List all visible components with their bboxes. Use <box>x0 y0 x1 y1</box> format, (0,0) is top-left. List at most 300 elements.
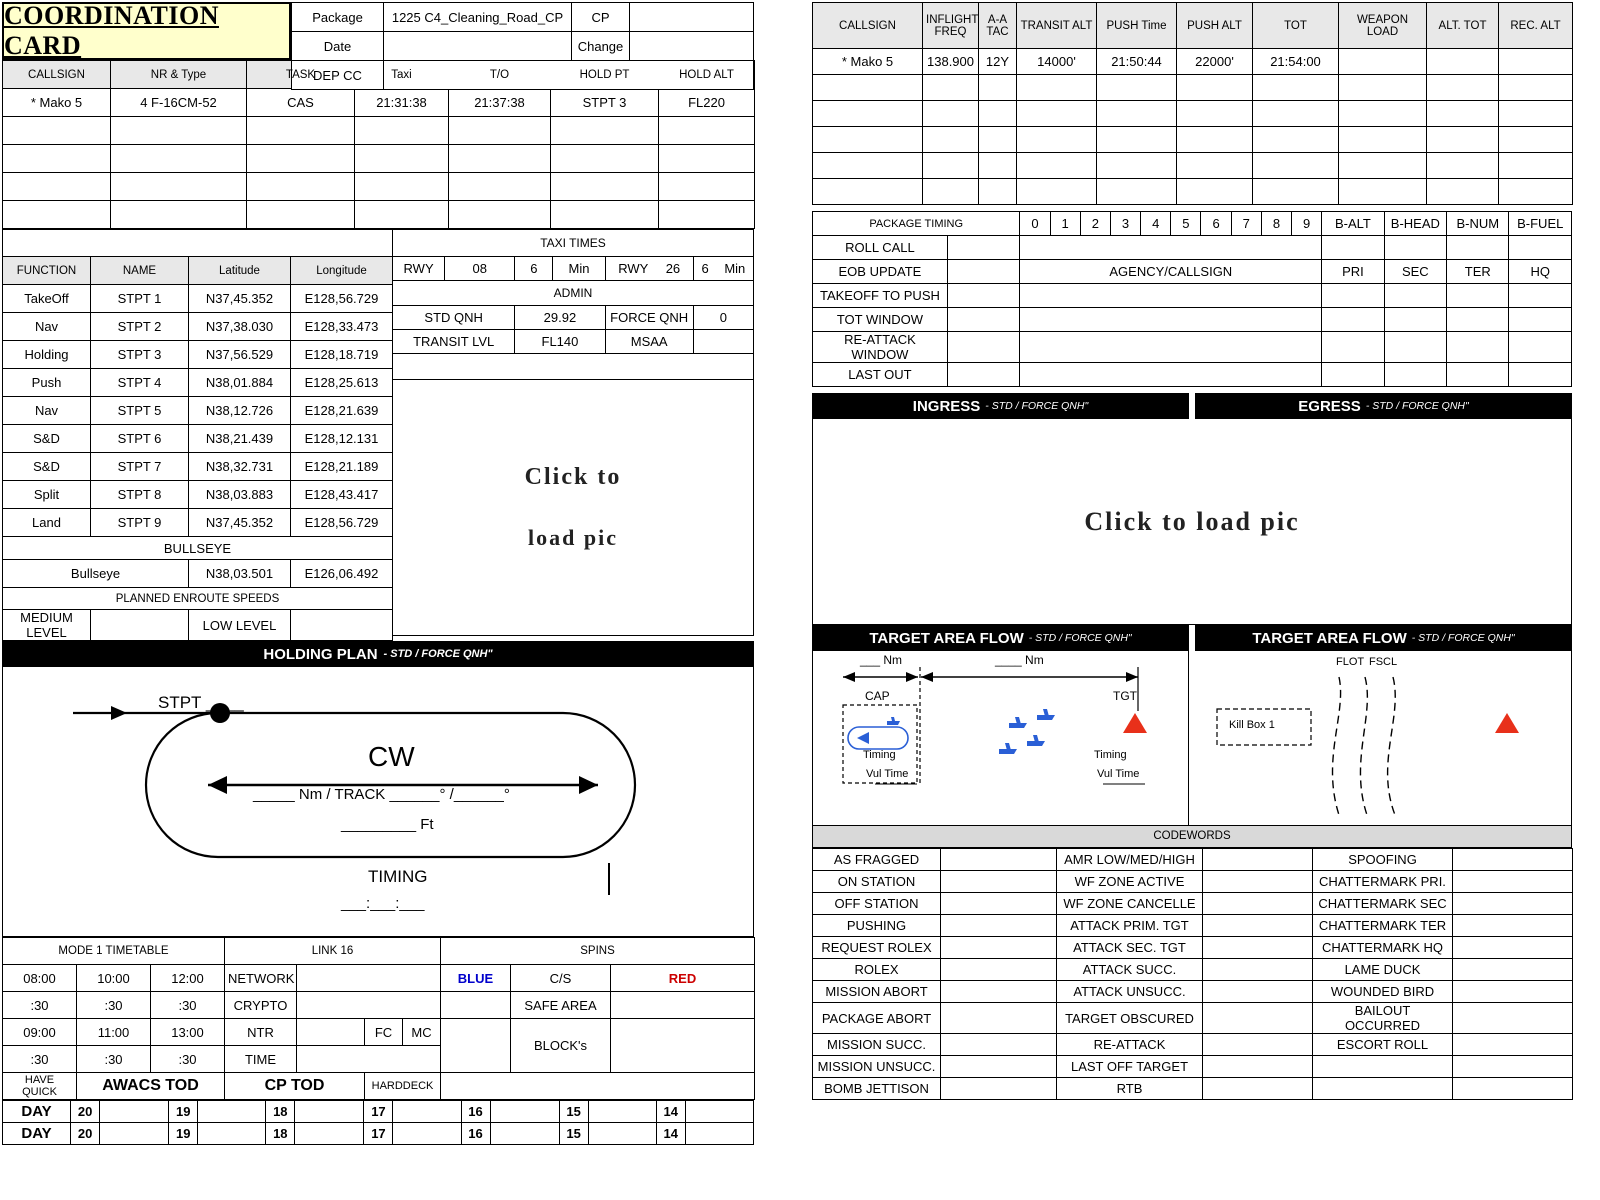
codeword-label: REQUEST ROLEX <box>813 937 941 959</box>
taf-nm1-label: ___ Nm <box>860 653 903 667</box>
taf-nm2-label: ____ Nm <box>995 653 1044 667</box>
cell-lon[interactable]: E128,25.613 <box>291 369 393 397</box>
cell-push-alt[interactable]: 22000' <box>1177 49 1253 75</box>
date-label: Date <box>292 32 384 61</box>
cell-callsign[interactable]: * Mako 5 <box>813 49 923 75</box>
codeword-label: ON STATION <box>813 871 941 893</box>
target-area-flow-diagrams[interactable] <box>812 651 1572 826</box>
table-row[interactable] <box>3 201 755 229</box>
ingress-title-bar <box>812 393 1189 419</box>
cell-name[interactable]: STPT 1 <box>91 285 189 313</box>
agency-pri: PRI <box>1322 260 1384 284</box>
cell-lon[interactable]: E128,56.729 <box>291 285 393 313</box>
change-label: Change <box>572 32 630 61</box>
holding-timing-label: TIMING <box>368 867 428 886</box>
day-label: DAY <box>3 1101 71 1123</box>
rwy2-min-group[interactable] <box>693 257 753 281</box>
codewords-title: CODEWORDS <box>1153 830 1231 842</box>
table-row[interactable] <box>3 117 755 145</box>
holding-nm-track-label: _____ Nm / TRACK ______° /______° <box>253 786 510 803</box>
day-value[interactable]: 17 <box>364 1101 393 1123</box>
std-qnh-value[interactable]: 29.92 <box>515 306 605 330</box>
pkg-row-roll-call[interactable] <box>813 236 1572 260</box>
codeword-label: WF ZONE ACTIVE <box>1057 871 1203 893</box>
mode1-title: MODE 1 TIMETABLE <box>3 938 225 965</box>
table-row[interactable] <box>3 89 755 117</box>
codeword-row[interactable] <box>813 1078 1573 1100</box>
col-inflight-freq: INFLIGHT FREQ <box>923 3 979 49</box>
cell-bullseye-label[interactable]: Bullseye <box>3 560 189 588</box>
admin-row-qnh[interactable] <box>393 306 754 330</box>
cell-tot[interactable]: 21:54:00 <box>1253 49 1339 75</box>
bottom-row-1[interactable] <box>3 965 755 992</box>
rwy1-label: RWY <box>393 257 445 281</box>
taf-vultime1-label: Vul Time <box>866 768 909 780</box>
taf-vultime2-label: Vul Time <box>1097 768 1140 780</box>
cell-rec-alt[interactable] <box>1499 49 1573 75</box>
link16-ntr-value[interactable] <box>297 1019 365 1046</box>
day-value[interactable]: 15 <box>559 1123 588 1145</box>
cell-hold-pt[interactable]: STPT 3 <box>551 89 659 117</box>
reform-subtitle: - STD / FORCE QNH" <box>597 363 691 375</box>
day-value[interactable]: 14 <box>656 1123 685 1145</box>
cell-push-time[interactable]: 21:50:44 <box>1097 49 1177 75</box>
reform-title: REFORM PLAN RTB <box>455 358 589 375</box>
spins-red-label: RED <box>611 965 755 992</box>
day-value[interactable]: 16 <box>461 1123 490 1145</box>
cell-lat[interactable]: N37,38.030 <box>189 313 291 341</box>
cell-function[interactable]: Nav <box>3 313 91 341</box>
spins-blocks-left[interactable] <box>441 1019 511 1073</box>
codeword-label: MISSION SUCC. <box>813 1034 941 1056</box>
pkg-row-takeoff[interactable] <box>813 284 1572 308</box>
harddeck-label: HARDDECK <box>365 1073 441 1100</box>
taf-right-svg <box>1189 651 1571 824</box>
day-row-1[interactable] <box>3 1101 754 1123</box>
col-name: NAME <box>91 257 189 285</box>
codeword-label: PUSHING <box>813 915 941 937</box>
admin-row-transit[interactable] <box>393 330 754 354</box>
cell-medium-level-label: MEDIUM LEVEL <box>3 610 91 641</box>
cell-function[interactable]: Split <box>3 481 91 509</box>
pkg-timing-num: 9 <box>1292 212 1322 236</box>
taxi-times-table <box>392 229 754 380</box>
std-qnh-label: STD QNH <box>393 306 515 330</box>
col-callsign: CALLSIGN <box>3 61 111 89</box>
link16-network-value[interactable] <box>297 965 441 992</box>
left-panel <box>2 2 754 1178</box>
col-alt-tot: ALT. TOT <box>1427 3 1499 49</box>
cell-name[interactable]: STPT 8 <box>91 481 189 509</box>
taf-killbox-label: Kill Box 1 <box>1229 719 1275 731</box>
cell-name[interactable]: STPT 2 <box>91 313 189 341</box>
day-row-2[interactable] <box>3 1123 754 1145</box>
link16-ntr-label: NTR <box>225 1019 297 1046</box>
rwy1-min-label: Min <box>553 257 605 281</box>
cell-aa-tac[interactable]: 12Y <box>979 49 1017 75</box>
holding-direction-label: CW <box>368 741 415 772</box>
mode1-cell[interactable]: 09:00 <box>3 1019 77 1046</box>
table-row[interactable] <box>3 145 755 173</box>
mode1-cell[interactable]: :30 <box>3 1046 77 1073</box>
cell-function[interactable]: S&D <box>3 425 91 453</box>
codeword-label: ROLEX <box>813 959 941 981</box>
codeword-label: LAME DUCK <box>1313 959 1453 981</box>
cell-lon[interactable]: E128,56.729 <box>291 509 393 537</box>
target-area-flow-bar <box>812 625 1572 651</box>
cell-name[interactable]: STPT 7 <box>91 453 189 481</box>
link16-mc-label: MC <box>403 1019 441 1046</box>
day-value[interactable]: 17 <box>364 1123 393 1145</box>
codeword-label: LAST OFF TARGET <box>1057 1056 1203 1078</box>
taf-left-diagram[interactable] <box>813 651 1189 825</box>
taf-left-svg <box>813 651 1189 824</box>
route-row[interactable] <box>3 425 393 453</box>
pkg-timing-num: 2 <box>1080 212 1110 236</box>
change-value[interactable] <box>630 32 754 61</box>
mode1-cell[interactable]: 11:00 <box>77 1019 151 1046</box>
codeword-label: OFF STATION <box>813 893 941 915</box>
taf-right-diagram[interactable] <box>1189 651 1571 825</box>
mission-detail-table <box>812 2 1573 205</box>
bottom-row-2[interactable] <box>3 992 755 1019</box>
codeword-label: WOUNDED BIRD <box>1313 981 1453 1003</box>
link16-time-value[interactable] <box>297 1046 441 1073</box>
cell-bullseye-lon[interactable]: E126,06.492 <box>291 560 393 588</box>
cell-low-level-value[interactable] <box>291 610 393 641</box>
mode1-cell[interactable]: 08:00 <box>3 965 77 992</box>
day-value[interactable]: 18 <box>266 1123 295 1145</box>
codeword-label: CHATTERMARK SEC <box>1313 893 1453 915</box>
awacs-tod-label: AWACS TOD <box>77 1073 225 1100</box>
cell-function[interactable]: Nav <box>3 397 91 425</box>
cell-medium-level-value[interactable] <box>91 610 189 641</box>
col-aa-tac: A-A TAC <box>979 3 1017 49</box>
holding-plan-title-bar <box>2 641 754 667</box>
link16-title: LINK 16 <box>225 938 441 965</box>
codeword-label: CHATTERMARK PRI. <box>1313 871 1453 893</box>
cell-low-level-label: LOW LEVEL <box>189 610 291 641</box>
mission-row[interactable] <box>813 49 1573 75</box>
day-value[interactable]: 18 <box>266 1101 295 1123</box>
route-row[interactable] <box>3 481 393 509</box>
cell-function[interactable]: TakeOff <box>3 285 91 313</box>
bullseye-row[interactable] <box>3 560 393 588</box>
mode1-cell[interactable]: :30 <box>77 992 151 1019</box>
pkg-row-last-out[interactable] <box>813 363 1572 387</box>
mission-row[interactable] <box>813 127 1573 153</box>
spins-blue-label: BLUE <box>441 965 511 992</box>
bottom-tables <box>2 937 755 1100</box>
codeword-row[interactable] <box>813 981 1573 1003</box>
taf-flot-label: FLOT <box>1336 656 1365 668</box>
spins-title: SPINS <box>441 938 755 965</box>
codeword-row[interactable] <box>813 1003 1573 1034</box>
cell-bullseye-lat[interactable]: N38,03.501 <box>189 560 291 588</box>
route-title: ROUTE <box>3 230 393 257</box>
msaa-value[interactable] <box>693 330 753 354</box>
taxi-title: TAXI TIMES <box>393 230 754 257</box>
link16-crypto-value[interactable] <box>297 992 441 1019</box>
codeword-label: AS FRAGGED <box>813 849 941 871</box>
pkg-row-reattack-window[interactable] <box>813 332 1572 363</box>
taf-timing2-label: Timing <box>1094 749 1127 761</box>
cell-to[interactable]: 21:37:38 <box>449 89 551 117</box>
mode1-cell[interactable]: 12:00 <box>151 965 225 992</box>
day-value[interactable]: 14 <box>656 1101 685 1123</box>
route-row[interactable] <box>3 397 393 425</box>
cell-lat[interactable]: N37,56.529 <box>189 341 291 369</box>
cell-task[interactable]: CAS <box>247 89 355 117</box>
taf-right-title: TARGET AREA FLOW <box>1252 629 1407 647</box>
holding-subtitle: - STD / FORCE QNH" <box>383 648 493 660</box>
mission-row[interactable] <box>813 179 1573 205</box>
codeword-label <box>1313 1056 1453 1078</box>
codeword-label: BOMB JETTISON <box>813 1078 941 1100</box>
page-title: COORDINATION CARD <box>4 1 219 60</box>
agency-ter: TER <box>1447 260 1509 284</box>
codeword-label: ESCORT ROLL <box>1313 1034 1453 1056</box>
codeword-label: RE-ATTACK <box>1057 1034 1203 1056</box>
cell-name[interactable]: STPT 4 <box>91 369 189 397</box>
route-row[interactable] <box>3 313 393 341</box>
codeword-label: ATTACK SEC. TGT <box>1057 937 1203 959</box>
cell-lon[interactable]: E128,43.417 <box>291 481 393 509</box>
cell-function[interactable]: Land <box>3 509 91 537</box>
day-value[interactable]: 16 <box>461 1101 490 1123</box>
speeds-row[interactable] <box>3 610 393 641</box>
rwy2-min-label: Min <box>724 261 746 276</box>
spins-blocks-label: BLOCK's <box>511 1019 611 1073</box>
spins-safe-area-label: SAFE AREA <box>511 992 611 1019</box>
cp-value[interactable] <box>630 3 754 32</box>
codeword-label: MISSION ABORT <box>813 981 941 1003</box>
pkg-timing-num: 4 <box>1141 212 1171 236</box>
card-title-box <box>2 2 291 60</box>
cell-function[interactable]: Holding <box>3 341 91 369</box>
cell-transit-alt[interactable]: 14000' <box>1017 49 1097 75</box>
link16-network-label: NETWORK <box>225 965 297 992</box>
pkg-timing-num: 3 <box>1110 212 1140 236</box>
cell-lon[interactable]: E128,33.473 <box>291 313 393 341</box>
cp-tod-label: CP TOD <box>225 1073 365 1100</box>
col-to: T/O <box>449 61 551 89</box>
cell-lon[interactable]: E128,18.719 <box>291 341 393 369</box>
mission-row[interactable] <box>813 75 1573 101</box>
col-callsign: CALLSIGN <box>813 3 923 49</box>
cell-name[interactable]: STPT 9 <box>91 509 189 537</box>
taf-left-title: TARGET AREA FLOW <box>869 629 1024 647</box>
codeword-row[interactable] <box>813 849 1573 871</box>
codeword-row[interactable] <box>813 937 1573 959</box>
mission-row[interactable] <box>813 153 1573 179</box>
codeword-label: WF ZONE CANCELLE <box>1057 893 1203 915</box>
codeword-label: CHATTERMARK TER <box>1313 915 1453 937</box>
row-label: TAKEOFF TO PUSH <box>813 284 948 308</box>
day-value[interactable]: 15 <box>559 1101 588 1123</box>
transit-lvl-value[interactable]: FL140 <box>515 330 605 354</box>
col-latitude: Latitude <box>189 257 291 285</box>
mode1-cell[interactable]: 10:00 <box>77 965 151 992</box>
link16-fc-label: FC <box>365 1019 403 1046</box>
rwy1-value[interactable]: 08 <box>445 257 515 281</box>
cell-lat[interactable]: N37,45.352 <box>189 509 291 537</box>
codeword-label: PACKAGE ABORT <box>813 1003 941 1034</box>
codeword-row[interactable] <box>813 871 1573 893</box>
spins-safe-right[interactable] <box>611 992 755 1019</box>
harddeck-value[interactable] <box>441 1073 755 1100</box>
taf-tgt-label: TGT <box>1113 689 1137 703</box>
cell-lon[interactable]: E128,21.189 <box>291 453 393 481</box>
holding-title: HOLDING PLAN <box>263 645 378 663</box>
codeword-label: ATTACK UNSUCC. <box>1057 981 1203 1003</box>
reform-pic-line2: load pic <box>528 525 618 550</box>
col-longitude: Longitude <box>291 257 393 285</box>
taf-fscl-label: FSCL <box>1369 656 1398 668</box>
route-row[interactable] <box>3 285 393 313</box>
route-table <box>2 229 393 641</box>
cell-lat[interactable]: N38,01.884 <box>189 369 291 397</box>
mode1-cell[interactable]: :30 <box>3 992 77 1019</box>
mission-header-row <box>813 3 1573 49</box>
package-timing-table <box>812 211 1572 387</box>
codewords-table <box>812 848 1573 1100</box>
day-value[interactable]: 19 <box>169 1123 198 1145</box>
pkg-bfuel: B-FUEL <box>1509 212 1572 236</box>
cp-label: CP <box>572 3 630 32</box>
codeword-row[interactable] <box>813 915 1573 937</box>
rwy1-min-value[interactable]: 6 <box>515 257 553 281</box>
cell-lon[interactable]: E128,21.639 <box>291 397 393 425</box>
cell-inflight-freq[interactable]: 138.900 <box>923 49 979 75</box>
holding-timing-value[interactable]: ___:___:___ <box>341 895 425 912</box>
col-tot: TOT <box>1253 3 1339 49</box>
pkg-row-eob[interactable] <box>813 260 1572 284</box>
row-label: RE-ATTACK WINDOW <box>813 332 948 363</box>
agency-callsign-title: AGENCY/CALLSIGN <box>1020 260 1322 284</box>
cell-function[interactable]: Push <box>3 369 91 397</box>
spins-cs-label: C/S <box>511 965 611 992</box>
cell-taxi[interactable]: 21:31:38 <box>355 89 449 117</box>
bottom-row-3[interactable] <box>3 1019 755 1046</box>
pkg-timing-num: 8 <box>1261 212 1291 236</box>
agency-hq: HQ <box>1509 260 1572 284</box>
taxi-row[interactable] <box>393 257 754 281</box>
spins-blocks-right[interactable] <box>611 1019 755 1073</box>
cell-alt-tot[interactable] <box>1427 49 1499 75</box>
route-row[interactable] <box>3 509 393 537</box>
codewords-title-bar <box>812 826 1572 848</box>
cell-function[interactable]: S&D <box>3 453 91 481</box>
codeword-label: CHATTERMARK HQ <box>1313 937 1453 959</box>
pkg-bhead: B-HEAD <box>1384 212 1446 236</box>
day-label: DAY <box>3 1123 71 1145</box>
cell-lat[interactable]: N38,03.883 <box>189 481 291 509</box>
route-row[interactable] <box>3 341 393 369</box>
cell-name[interactable]: STPT 5 <box>91 397 189 425</box>
col-taxi: Taxi <box>355 61 449 89</box>
ingress-egress-bar <box>812 393 1572 419</box>
agency-sec: SEC <box>1384 260 1446 284</box>
codeword-label: TARGET OBSCURED <box>1057 1003 1203 1034</box>
mode1-cell[interactable]: :30 <box>151 992 225 1019</box>
codeword-row[interactable] <box>813 893 1573 915</box>
codeword-label: ATTACK SUCC. <box>1057 959 1203 981</box>
cell-nr-type[interactable]: 4 F-16CM-52 <box>111 89 247 117</box>
rwy2-min-value[interactable]: 6 <box>701 261 709 276</box>
mission-row[interactable] <box>813 101 1573 127</box>
egress-title: EGRESS <box>1298 397 1361 415</box>
force-qnh-value[interactable]: 0 <box>693 306 753 330</box>
cell-name[interactable]: STPT 6 <box>91 425 189 453</box>
cell-lat[interactable]: N37,45.352 <box>189 285 291 313</box>
tod-row[interactable] <box>3 1073 755 1100</box>
link16-crypto-label: CRYPTO <box>225 992 297 1019</box>
transit-lvl-label: TRANSIT LVL <box>393 330 515 354</box>
cell-name[interactable]: STPT 3 <box>91 341 189 369</box>
route-block <box>2 229 392 641</box>
route-row[interactable] <box>3 369 393 397</box>
day-value[interactable]: 20 <box>71 1123 100 1145</box>
speeds-title: PLANNED ENROUTE SPEEDS <box>3 588 393 610</box>
col-transit-alt: TRANSIT ALT <box>1017 3 1097 49</box>
codeword-label: ATTACK PRIM. TGT <box>1057 915 1203 937</box>
pkg-row-tot-window[interactable] <box>813 308 1572 332</box>
codeword-row[interactable] <box>813 1034 1573 1056</box>
cell-weapon-load[interactable] <box>1339 49 1427 75</box>
cell-callsign[interactable]: * Mako 5 <box>3 89 111 117</box>
mode1-cell[interactable]: :30 <box>151 1046 225 1073</box>
pkg-timing-num: 7 <box>1231 212 1261 236</box>
day-value[interactable]: 19 <box>169 1101 198 1123</box>
holding-plan-diagram[interactable] <box>2 667 754 937</box>
reform-plan-pic-placeholder[interactable] <box>392 380 754 636</box>
col-nr-type: NR & Type <box>111 61 247 89</box>
day-value[interactable]: 20 <box>71 1101 100 1123</box>
col-function: FUNCTION <box>3 257 91 285</box>
pkg-timing-num: 6 <box>1201 212 1231 236</box>
big-pic-label: Click to load pic <box>1084 506 1300 536</box>
cell-lat[interactable]: N38,21.439 <box>189 425 291 453</box>
cell-hold-alt[interactable]: FL220 <box>659 89 755 117</box>
codeword-row[interactable] <box>813 959 1573 981</box>
mode1-cell[interactable]: 13:00 <box>151 1019 225 1046</box>
table-row[interactable] <box>3 173 755 201</box>
route-and-admin <box>2 229 754 641</box>
ingress-subtitle: - STD / FORCE QNH" <box>985 400 1089 412</box>
package-value[interactable]: 1225 C4_Cleaning_Road_CP <box>384 3 572 32</box>
codeword-label <box>1313 1078 1453 1100</box>
cell-lon[interactable]: E128,12.131 <box>291 425 393 453</box>
route-row[interactable] <box>3 453 393 481</box>
codeword-row[interactable] <box>813 1056 1573 1078</box>
taf-right-title-bar <box>1195 625 1572 651</box>
cell-lat[interactable]: N38,12.726 <box>189 397 291 425</box>
rwy2-group <box>605 257 693 281</box>
reform-pic-line1: Click to <box>524 464 622 490</box>
cell-lat[interactable]: N38,32.731 <box>189 453 291 481</box>
rwy2-value[interactable]: 26 <box>665 261 681 276</box>
row-label: EOB UPDATE <box>813 260 948 284</box>
mode1-cell[interactable]: :30 <box>77 1046 151 1073</box>
spins-safe-left[interactable] <box>441 992 511 1019</box>
reform-title-bar <box>393 354 754 380</box>
rwy2-label: RWY <box>618 261 649 276</box>
date-value[interactable] <box>384 32 572 61</box>
ingress-egress-pic-placeholder[interactable] <box>812 419 1572 625</box>
pkg-bnum: B-NUM <box>1447 212 1509 236</box>
col-hold-alt: HOLD ALT <box>659 61 755 89</box>
